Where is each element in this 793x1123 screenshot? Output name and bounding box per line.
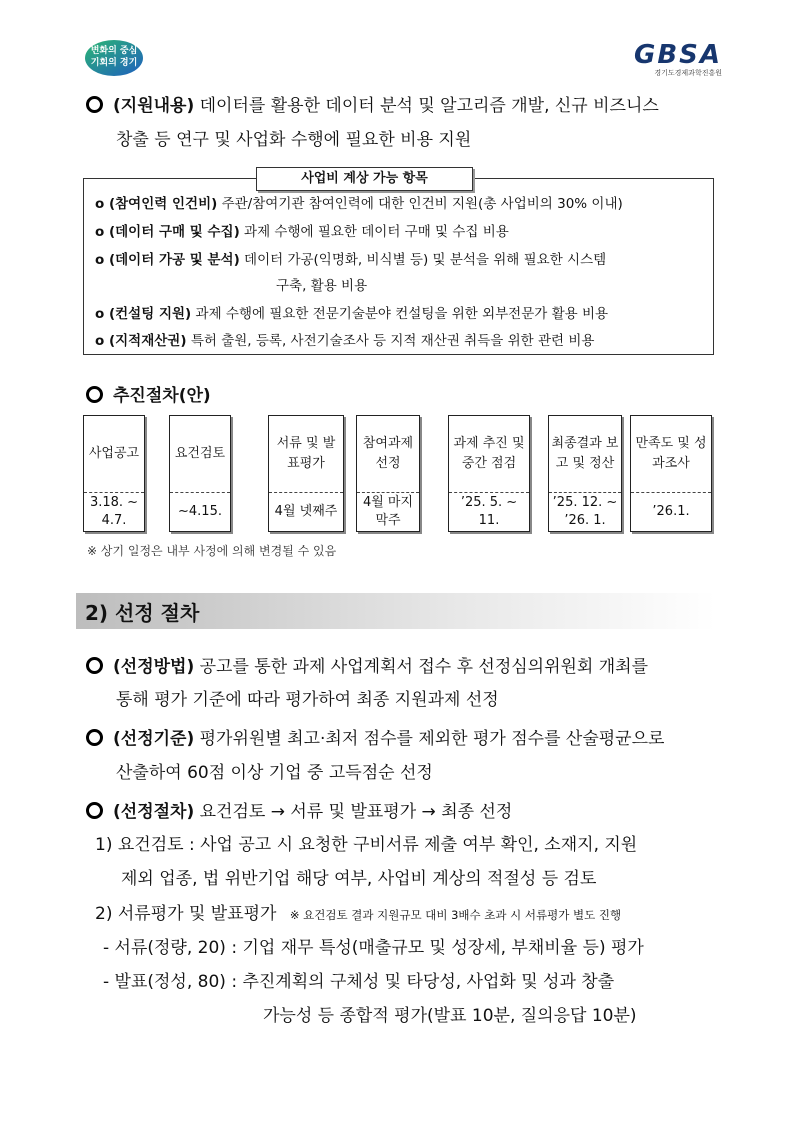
- section-title: 2) 선정 절차: [85, 601, 200, 625]
- method-line2: 통해 평가 기준에 따라 평가하여 최종 지원과제 선정: [116, 690, 499, 710]
- process-step: 사업공고 3.18. ~ 4.7.: [83, 415, 145, 532]
- method-paragraph: (선정방법) 공고를 통한 과제 사업계획서 접수 후 선정심의위원회 개최를: [86, 650, 736, 684]
- process-step: 참여과제 선정 4월 마지막주: [356, 415, 420, 532]
- logo-line2: 기회의 경기: [90, 58, 138, 68]
- dash2-line2: 가능성 등 종합적 평가(발표 10분, 질의응답 10분): [263, 1006, 637, 1026]
- circle-bullet-icon: [86, 96, 103, 113]
- schedule-note: ※ 상기 일정은 내부 사정에 의해 변경될 수 있음: [87, 544, 337, 558]
- cost-item: o (지적재산권) 특허 출원, 등록, 사전기술조사 등 지적 재산권 취득을 위한 관련 비용: [95, 333, 595, 349]
- support-line2: 창출 등 연구 및 사업화 수행에 필요한 비용 지원: [116, 130, 472, 150]
- process-step: 요건검토 ~4.15.: [169, 415, 231, 532]
- procedure-heading: 추진절차(안): [86, 379, 211, 413]
- cost-item: o (참여인력 인건비) 주관/참여기관 참여인력에 대한 인건비 지원(총 사업비의 30% 이내): [95, 196, 623, 212]
- process-step: 서류 및 발표평가 4월 넷째주: [268, 415, 344, 532]
- sub1-line2: 제외 업종, 법 위반기업 해당 여부, 사업비 계상의 적절성 등 검토: [121, 869, 597, 889]
- cost-item: o (데이터 구매 및 수집) 과제 수행에 필요한 데이터 구매 및 수집 비용: [95, 224, 509, 240]
- cost-item: o (데이터 가공 및 분석) 데이터 가공(익명화, 비식별 등) 및 분석을 위해 필요한 시스템: [95, 252, 607, 268]
- gbsa-logo-text: GBSA: [633, 40, 722, 70]
- support-label: (지원내용): [113, 96, 195, 116]
- process-step: 최종결과 보고 및 정산 ’25. 12. ~ ’26. 1.: [548, 415, 622, 532]
- support-line1: 데이터를 활용한 데이터 분석 및 알고리즘 개발, 신규 비즈니스: [194, 96, 659, 116]
- cost-box-title: 사업비 계상 가능 항목: [256, 167, 473, 191]
- circle-bullet-icon: [86, 802, 103, 819]
- gyeonggi-logo: [84, 39, 144, 77]
- cost-item-cont: 구축, 활용 비용: [276, 278, 368, 294]
- sub2-line: 2) 서류평가 및 발표평가 ※ 요건검토 결과 지원규모 대비 3배수 초과 시 서류평가 별도 진행: [95, 904, 622, 924]
- criteria-line2: 산출하여 60점 이상 기업 중 고득점순 선정: [116, 763, 433, 783]
- logo-line1: 변화의 중심: [90, 46, 138, 56]
- gbsa-logo: [632, 42, 722, 76]
- dash2-line1: - 발표(정성, 80) : 추진계획의 구체성 및 타당성, 사업화 및 성과 창출: [103, 972, 615, 992]
- process-step: 과제 추진 및 중간 점검 ’25. 5. ~ 11.: [448, 415, 530, 532]
- cost-item: o (컨설팅 지원) 과제 수행에 필요한 전문기술분야 컨설팅을 위한 외부전문가 활용 비용: [95, 306, 609, 322]
- section-header: [76, 593, 716, 629]
- support-paragraph: [86, 89, 726, 123]
- dash1-line: - 서류(정량, 20) : 기업 재무 특성(매출규모 및 성장세, 부채비율 등) 평가: [103, 938, 644, 958]
- circle-bullet-icon: [86, 386, 103, 403]
- sub1-line1: 1) 요건검토 : 사업 공고 시 요청한 구비서류 제출 여부 확인, 소재지, 지원: [95, 835, 638, 855]
- gbsa-logo-sub: 경기도경제과학진흥원: [654, 69, 722, 77]
- criteria-paragraph: (선정기준) 평가위원별 최고·최저 점수를 제외한 평가 점수를 산술평균으로: [86, 722, 736, 756]
- circle-bullet-icon: [86, 729, 103, 746]
- process-step: 만족도 및 성과조사 ’26.1.: [630, 415, 712, 532]
- circle-bullet-icon: [86, 657, 103, 674]
- process-paragraph: (선정절차) 요건검토 → 서류 및 발표평가 → 최종 선정: [86, 795, 736, 829]
